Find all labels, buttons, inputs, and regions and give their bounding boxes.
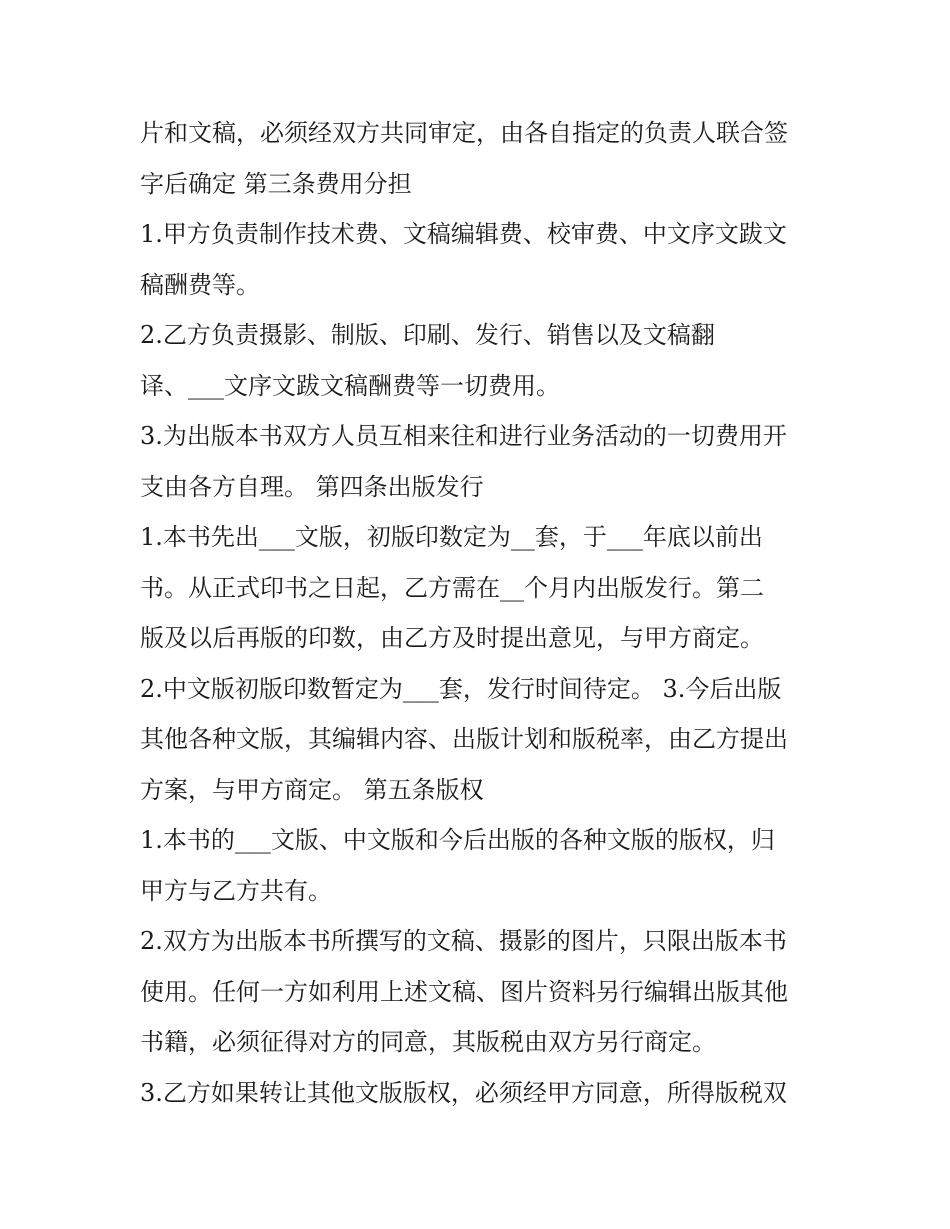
text-line: 译、___文序文跋文稿酬费等一切费用。: [140, 371, 560, 400]
text-line: 1.本书的___文版、中文版和今后出版的各种文版的版权，归: [140, 826, 775, 854]
text-line: 使用。任何一方如利用上述文稿、图片资料另行编辑出版其他: [140, 977, 788, 1006]
text-line: 稿酬费等。: [140, 270, 260, 299]
text-line: 书籍，必须征得对方的同意，其版税由双方另行商定。: [140, 1028, 716, 1056]
text-line: 1.甲方负责制作技术费、文稿编辑费、校审费、中文序文跋文: [140, 220, 787, 248]
text-line: 甲方与乙方共有。: [140, 876, 332, 905]
text-line: 2.双方为出版本书所撰写的文稿、摄影的图片，只限出版本书: [140, 927, 787, 955]
text-line: 1.本书先出___文版，初版印数定为__套，于___年底以前出: [140, 523, 763, 551]
text-line: 方案，与甲方商定。 第五条版权: [140, 775, 484, 804]
text-line: 版及以后再版的印数，由乙方及时提出意见，与甲方商定。: [140, 624, 764, 652]
text-line: 2.乙方负责摄影、制版、印刷、发行、销售以及文稿翻: [140, 321, 715, 349]
text-line: 书。从正式印书之日起，乙方需在__个月内出版发行。第二: [140, 573, 764, 602]
document-body: [140, 108, 820, 1118]
text-line: 片和文稿，必须经双方共同审定，由各自指定的负责人联合签: [140, 119, 788, 147]
text-line: 其他各种文版，其编辑内容、出版计划和版税率，由乙方提出: [140, 725, 788, 753]
text-line: 字后确定 第三条费用分担: [140, 169, 412, 198]
text-line: 3.乙方如果转让其他文版版权，必须经甲方同意，所得版税双: [140, 1078, 787, 1107]
text-line: 3.为出版本书双方人员互相来往和进行业务活动的一切费用开: [140, 422, 787, 450]
text-line: 支由各方自理。 第四条出版发行: [140, 472, 484, 501]
text-line: 2.中文版初版印数暂定为___套，发行时间待定。 3.今后出版: [140, 674, 782, 703]
